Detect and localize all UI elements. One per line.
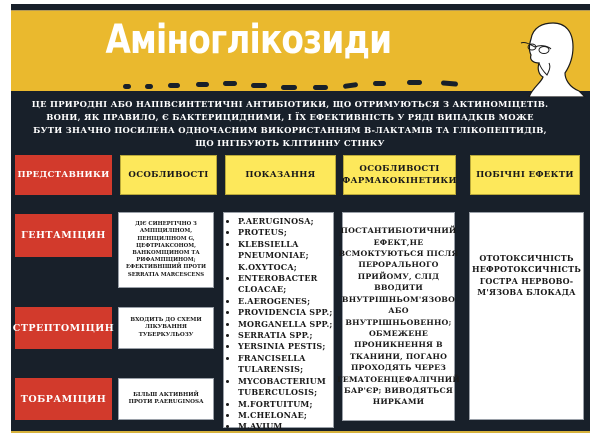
list-item: • PROVIDENCIA SPP.; xyxy=(238,307,333,318)
list-item: • SERRATIA SPP.; xyxy=(238,330,333,341)
side-effect-item: ГОСТРА НЕРВОВО-М'ЯЗОВА БЛОКАДА xyxy=(477,275,576,298)
list-item: • MORGANELLA SPP.; xyxy=(238,319,333,330)
list-item: • P.AERUGINOSA; xyxy=(238,216,333,227)
drug-feature-tobramycin: БІЛЬШ АКТИВНИЙ ПРОТИ P.AERUGINOSA xyxy=(118,378,214,420)
intro-text: ЦЕ ПРИРОДНІ АБО НАПІВСИНТЕТИЧНІ АНТИБІОТИКИ, ЩО ОТРИМУЮТЬСЯ З АКТИНОМІЦЕТІВ. ВОНИ, ЯК ПРАВИЛО, Є БАКТЕРИЦИДНИМИ, І ЇХ ЕФЕКТИВНІСТЬ У РЯДІ ВИПАДКІВ МОЖЕ БУТИ ЗНАЧНО ПОСИЛЕНА ОДНОЧАСНИМ ВИКОРИСТАННЯМ В-ЛАКТАМІВ ТА ГЛІКОПЕПТИДІВ, ЩО ІНГІБУЮТЬ КЛІТИННУ СТІНКУ xyxy=(31,99,549,148)
column-header-side-effects: ПОБІЧНІ ЕФЕКТИ xyxy=(470,155,580,195)
list-item: • E.AEROGENES; xyxy=(238,296,333,307)
pharmacokinetics-body: ПОСТАНТИБІОТИЧНИЙ ЕФЕКТ,НЕ ВСМОКТУЮТЬСЯ ПІСЛЯ ПЕРОРАЛЬНОГО ПРИЙОМУ, СЛІД ВВОДИТИ ВНУТРІШНЬОМ'ЯЗОВО АБО ВНУТРІШНЬОВЕННО; ОБМЕЖЕНЕ ПРОНИКНЕННЯ В ТКАНИНИ, ПОГАНО ПРОХОДЯТЬ ЧЕРЕЗ ГЕМАТОЕНЦЕФАЛІЧНИЙ БАР'ЄР; ВИВОДЯТЬСЯ НИРКАМИ xyxy=(337,226,460,407)
list-item: • PROTEUS; xyxy=(238,227,333,238)
pharmacokinetics-text xyxy=(337,212,460,421)
list-item: • M.AVIUM xyxy=(238,421,333,432)
list-item: • M.FORTUITUM; xyxy=(238,399,333,410)
column-header-pharmacokinetics: ОСОБЛИВОСТІ ФАРМАКОКІНЕТИКИ xyxy=(343,155,456,195)
indications-list xyxy=(223,212,334,432)
list-item: • ENTEROBACTER CLOACAE; xyxy=(238,273,333,296)
list-item: • YERSINIA PESTIS; xyxy=(238,341,333,352)
side-effect-item: ОТОТОКСИЧНІСТЬ xyxy=(479,253,574,263)
list-item: • M.CHELONAE; xyxy=(238,410,333,421)
column-header-indications: ПОКАЗАННЯ xyxy=(225,155,336,195)
page-title: Аміноглікозиди xyxy=(105,17,392,63)
bottom-border xyxy=(11,431,590,433)
title-banner xyxy=(11,10,590,91)
column-header-representatives: ПРЕДСТАВНИКИ xyxy=(15,155,112,195)
drug-name-gentamicin: ГЕНТАМІЦИН xyxy=(15,214,112,257)
column-header-features: ОСОБЛИВОСТІ xyxy=(120,155,217,195)
list-item: • FRANCISELLA TULARENSIS; xyxy=(238,353,333,376)
list-item: • KLEBSIELLA PNEUMONIAE; K.OXYTOCA; xyxy=(238,239,333,273)
drug-feature-gentamicin: ДІЄ СИНЕРГІЧНО З АМПІЦИЛІНОМ, ПЕНІЦИЛІНОМ G, ЦЕФТРІАКСОНОМ, ВАНКОМІЦИНОМ ТА РИФАМПІЦИНОМ; ЕФЕКТИВНІШИЙ ПРОТИ SERRATIA MARCESCENS xyxy=(118,212,214,288)
drug-name-streptomycin: СТРЕПТОМІЦИН xyxy=(15,307,112,349)
drug-name-tobramycin: ТОБРАМІЦИН xyxy=(15,378,112,420)
list-item: • MYCOBACTERIUM TUBERCULOSIS; xyxy=(238,376,333,399)
drug-feature-streptomycin: ВХОДИТЬ ДО СХЕМИ ЛІКУВАННЯ ТУБЕРКУЛЬОЗУ xyxy=(118,307,214,349)
dashed-underline xyxy=(123,80,473,90)
side-effect-item: НЕФРОТОКСИЧНІСТЬ xyxy=(471,264,582,275)
thinking-man-icon xyxy=(499,17,589,97)
top-border xyxy=(11,4,590,9)
side-effects-panel xyxy=(469,212,584,420)
